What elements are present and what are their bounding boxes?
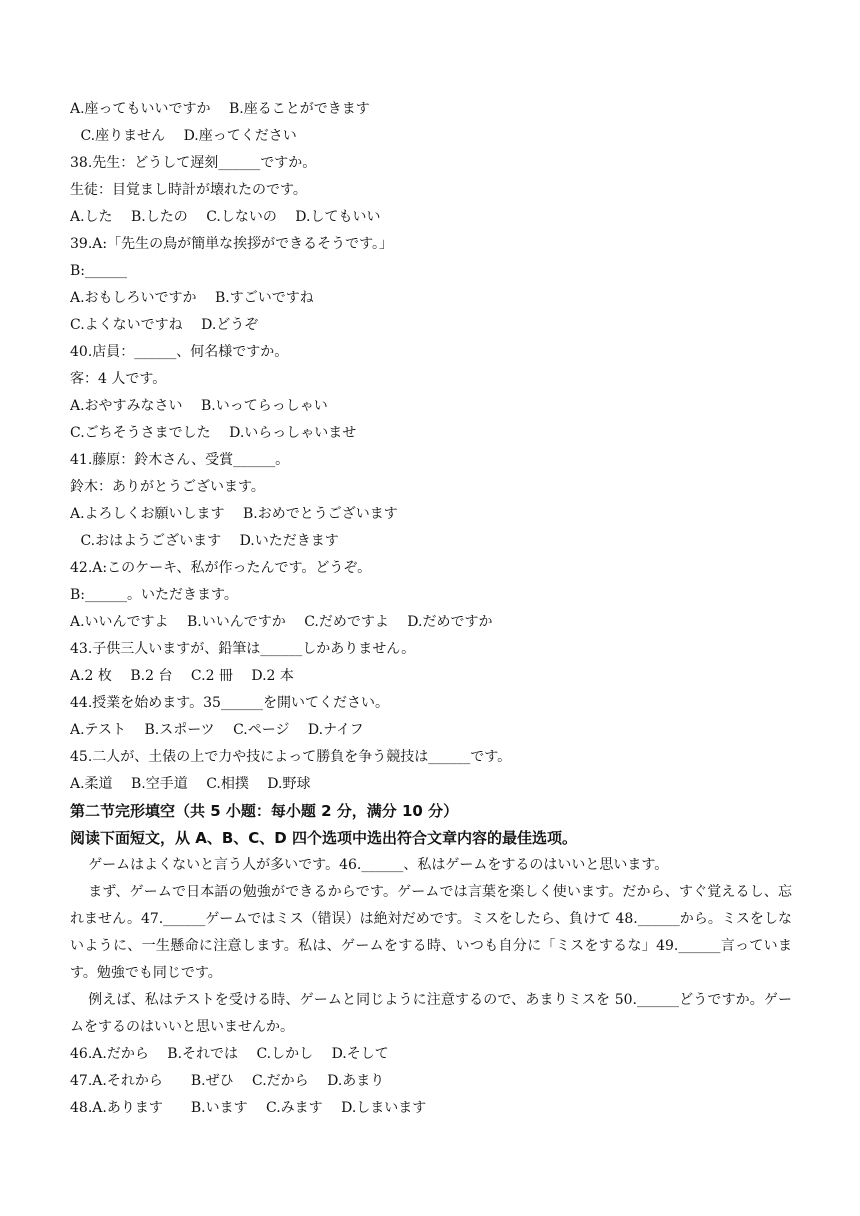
q38-options: A.した B.したの C.しないの D.してもいい xyxy=(70,209,381,225)
q42-dialogue: B:______。いただきます。 xyxy=(70,587,238,603)
q37-options-cd: C.座りません D.座ってください xyxy=(76,128,297,144)
q44-question: 44.授業を始めます。35______を開いてください。 xyxy=(70,695,389,711)
q38-dialogue: 生徒：目覚まし時計が壊れたのです。 xyxy=(70,182,307,198)
q40-question: 40.店員：______、何名様ですか。 xyxy=(70,344,289,360)
q37-options-ab: A.座ってもいいですか B.座ることができます xyxy=(70,101,370,117)
passage-paragraph-2: まず、ゲームで日本語の勉強ができるからです。ゲームでは言葉を楽しく使います。だから、すぐ覚えるし、忘れません。47.______ゲームではミス（错误）は絶対だめです。ミスをしたら、負けて 48.______から。ミスをしないように、一生懸命に注意します。私は、ゲームをする時、いつも自分に「ミスをするな」49.______言っています。勉強でも同じです。 xyxy=(70,884,792,981)
q42-options: A.いいんですよ B.いいんですか C.だめですよ D.だめですか xyxy=(70,614,493,630)
q39-options-cd: C.よくないですね D.どうぞ xyxy=(70,317,259,333)
exam-page xyxy=(70,96,792,1122)
q43-question: 43.子供三人いますが、鉛筆は______しかありません。 xyxy=(70,641,416,657)
q39-dialogue: B:______ xyxy=(70,263,128,279)
q39-question: 39.A:「先生の鳥が簡単な挨拶ができるそうです。」 xyxy=(70,236,393,252)
q45-options: A.柔道 B.空手道 C.相撲 D.野球 xyxy=(70,776,311,792)
q39-options-ab: A.おもしろいですか B.すごいですね xyxy=(70,290,314,306)
q41-options-cd: C.おはようございます D.いただきます xyxy=(76,533,339,549)
q41-question: 41.藤原：鈴木さん、受賞______。 xyxy=(70,452,290,468)
q41-dialogue: 鈴木：ありがとうございます。 xyxy=(70,479,265,495)
q43-options: A.2 枚 B.2 台 C.2 冊 D.2 本 xyxy=(70,668,294,684)
q44-options: A.テスト B.スポーツ C.ページ D.ナイフ xyxy=(70,722,364,738)
q38-question: 38.先生：どうして遅刻______ですか。 xyxy=(70,155,317,171)
passage-paragraph-3: 例えば、私はテストを受ける時、ゲームと同じように注意するので、あまりミスを 50.______どうですか。ゲームをするのはいいと思いませんか。 xyxy=(70,992,792,1035)
section-instruction: 阅读下面短文，从 A、B、C、D 四个选项中选出符合文章内容的最佳选项。 xyxy=(70,829,577,847)
q42-question: 42.A:このケーキ、私が作ったんです。どうぞ。 xyxy=(70,560,372,576)
q45-question: 45.二人が、土俵の上で力や技によって勝負を争う競技は______です。 xyxy=(70,749,512,765)
q48-options: 48.A.あります B.います C.みます D.しまいます xyxy=(70,1100,427,1116)
section-title: 第二节完形填空（共 5 小题：每小题 2 分，满分 10 分） xyxy=(70,802,459,820)
q41-options-ab: A.よろしくお願いします B.おめでとうございます xyxy=(70,506,398,522)
passage-paragraph-1: ゲームはよくないと言う人が多いです。46.______、私はゲームをするのはいいと思います。 xyxy=(88,857,669,873)
q40-dialogue: 客：4 人です。 xyxy=(70,371,167,387)
q40-options-ab: A.おやすみなさい B.いってらっしゃい xyxy=(70,398,328,414)
q47-options: 47.A.それから B.ぜひ C.だから D.あまり xyxy=(70,1073,385,1089)
q46-options: 46.A.だから B.それでは C.しかし D.そして xyxy=(70,1046,389,1062)
q40-options-cd: C.ごちそうさまでした D.いらっしゃいませ xyxy=(70,425,357,441)
